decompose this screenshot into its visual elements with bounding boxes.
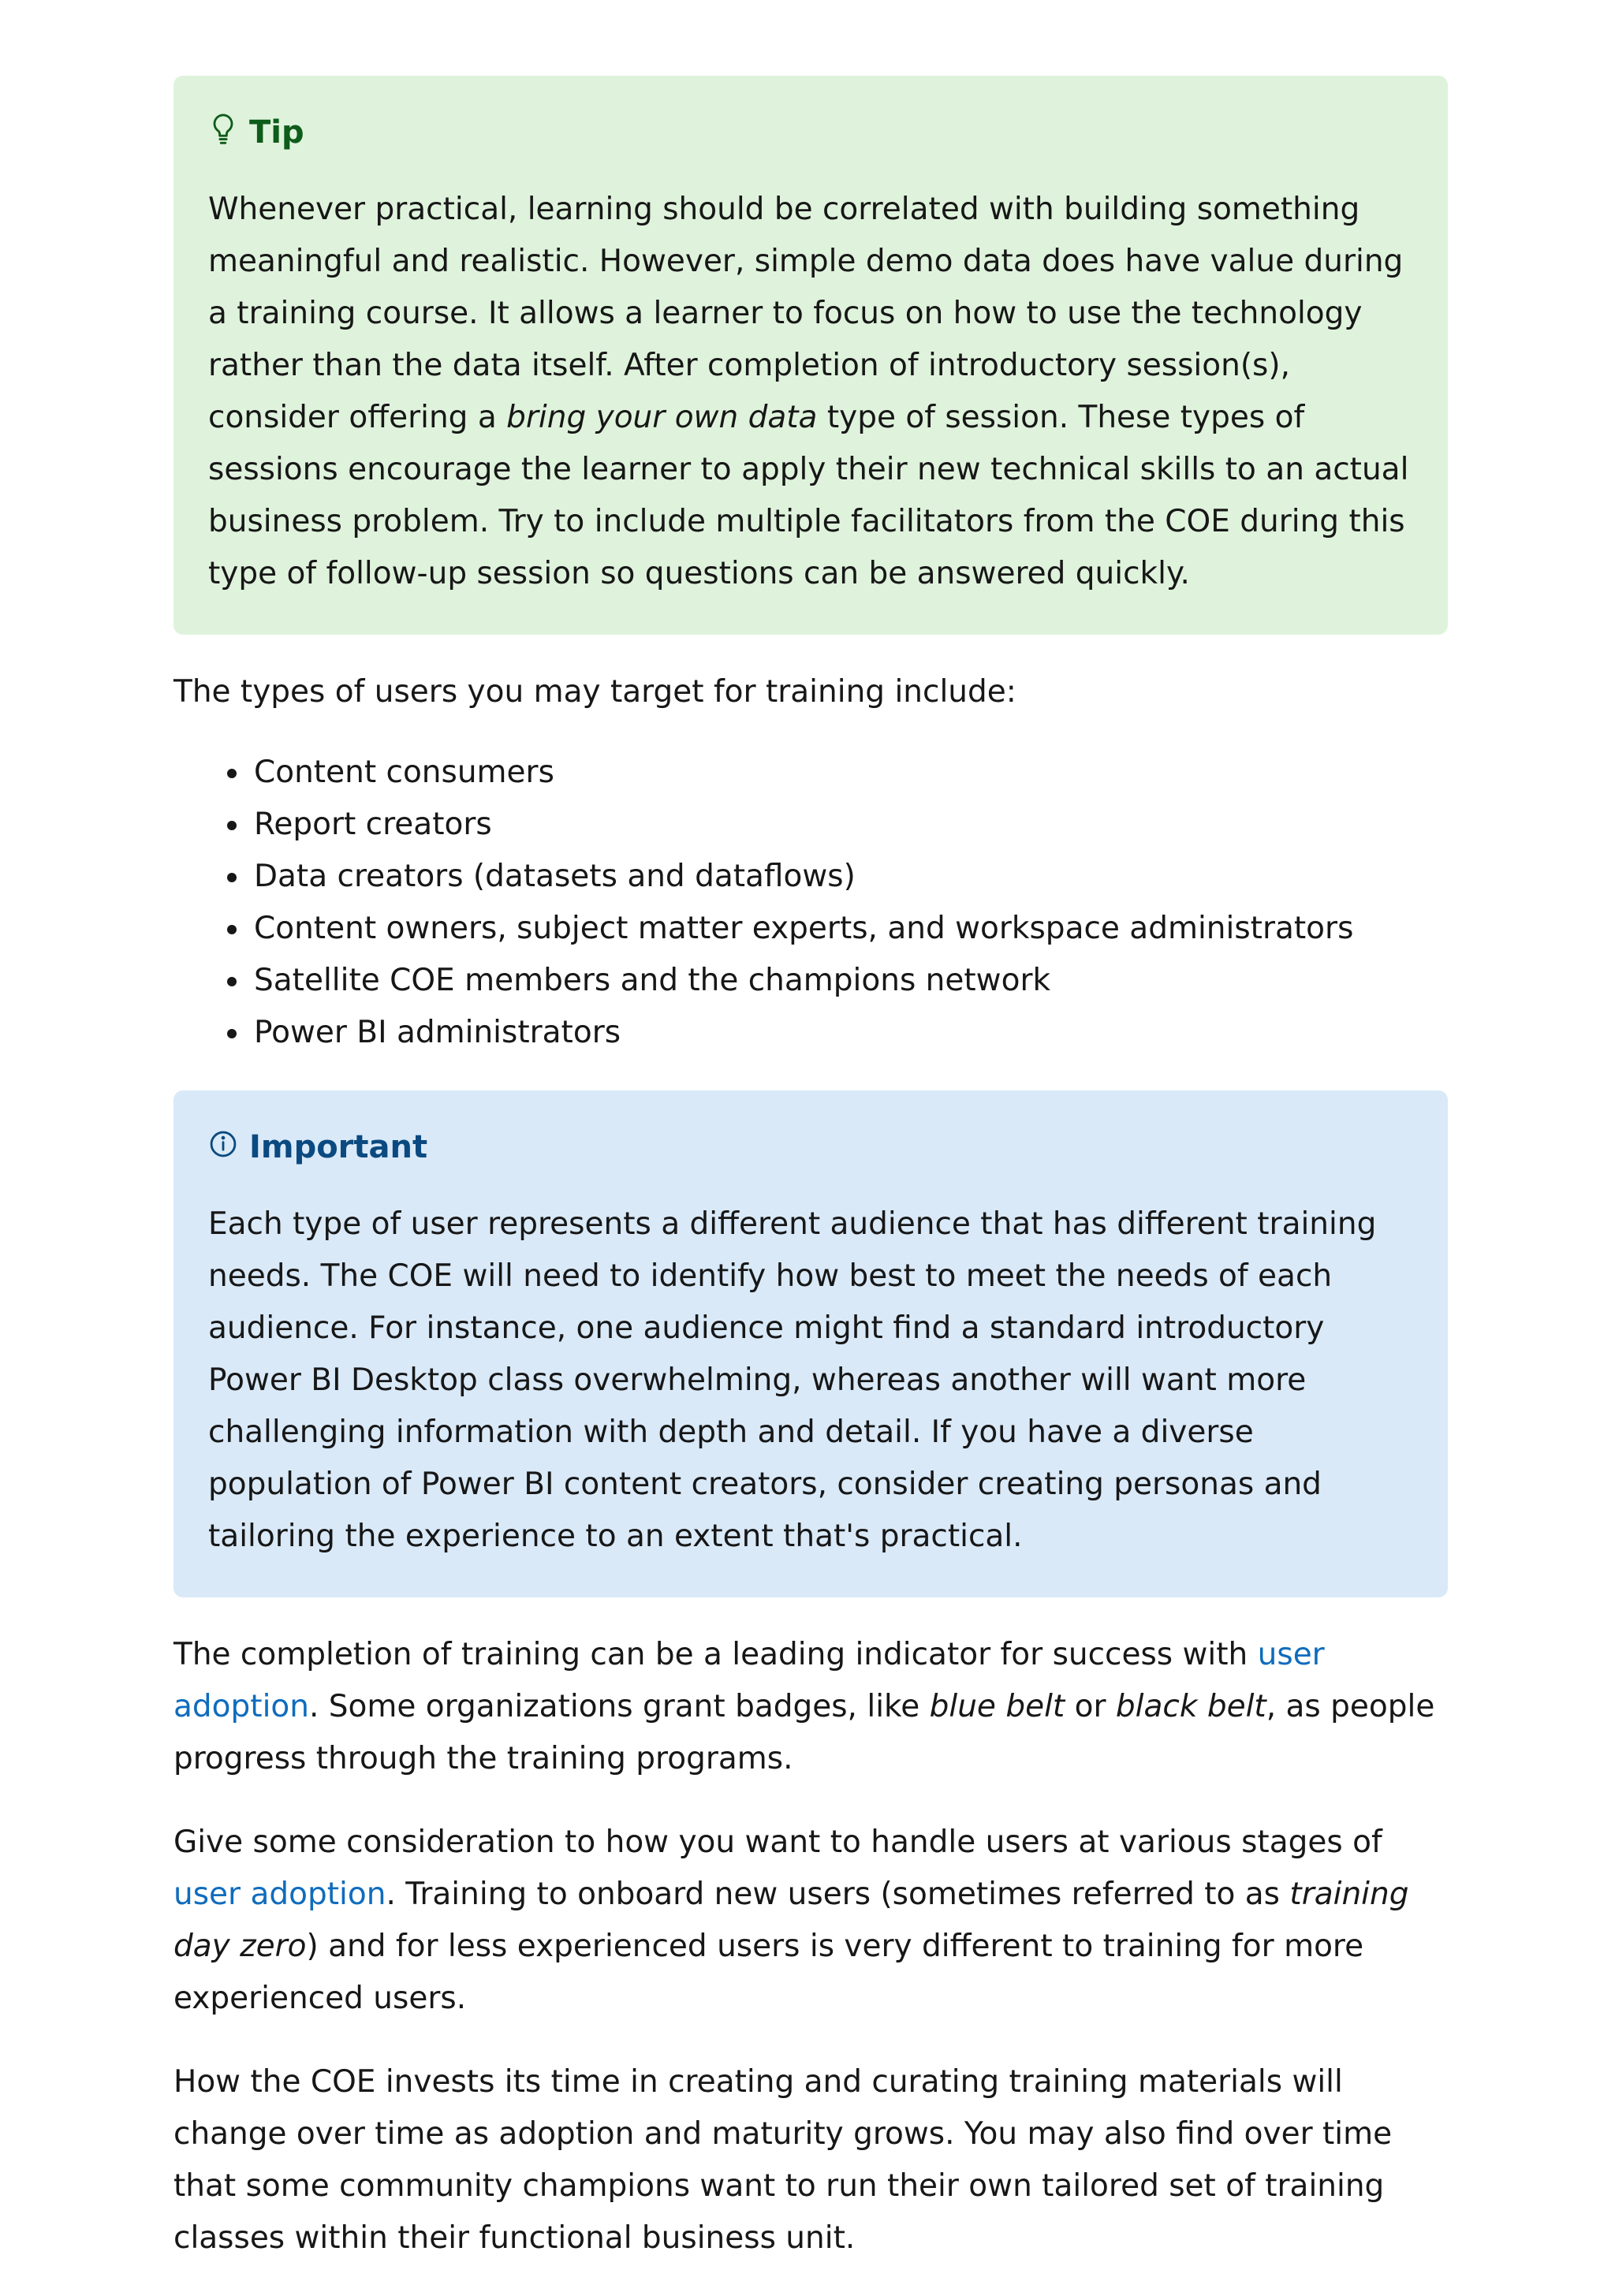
list-item: • Report creators	[251, 799, 1448, 851]
important-header	[208, 1127, 1413, 1167]
paragraph-training-completion	[173, 1629, 1448, 1785]
user-adoption-link[interactable]: user adoption	[173, 1877, 386, 1912]
text-emphasis: blue belt	[929, 1689, 1065, 1724]
user-adoption-link[interactable]: user adoption	[173, 1637, 1325, 1724]
tip-text	[208, 184, 1413, 600]
user-types-list	[173, 747, 1448, 1059]
text-run: The completion of training can be a leading indicator for success with	[173, 1637, 1258, 1672]
important-callout	[173, 1090, 1448, 1597]
tip-callout	[173, 76, 1448, 635]
paragraph-coe-investment: How the COE invests its time in creating and curating training materials will change over time as adoption and maturity grows. You may also find over time that some community champions want to run their own tailored set of training classes within their functional business unit.	[173, 2064, 1393, 2256]
tip-text-part: type of session. These types of sessions encourage the learner to apply their new technical skills to an actual business problem. Try to include multiple facilitators from the COE during this type of follow-up session so questions can be answered quickly.	[208, 400, 1409, 591]
list-item: • Data creators (datasets and dataflows)	[251, 851, 1448, 903]
list-item: • Content owners, subject matter experts, and workspace administrators	[251, 903, 1448, 955]
text-run: ) and for less experienced users is very different to training for more experienced users.	[173, 1929, 1364, 2016]
list-item: • Power BI administrators	[251, 1007, 1448, 1059]
tip-header	[208, 112, 1413, 152]
text-run: , as people progress through the training programs.	[173, 1689, 1435, 1776]
list-item: • Satellite COE members and the champions network	[251, 955, 1448, 1007]
important-text: Each type of user represents a different audience that has different training needs. The COE will need to identify how best to meet the needs of each audience. For instance, one audience might find a standard introductory Power BI Desktop class overwhelming, whereas another will want more challenging information with depth and detail. If you have a diverse population of Power BI content creators, consider creating personas and tailoring the experience to an extent that's practical.	[208, 1206, 1377, 1554]
user-types-intro: The types of users you may target for training include:	[173, 674, 1016, 710]
article-content	[173, 76, 1448, 2296]
text-run: . Some organizations grant badges, like	[308, 1689, 930, 1724]
text-run: Give some consideration to how you want to handle users at various stages of	[173, 1824, 1382, 1860]
important-title: Important	[249, 1128, 428, 1165]
paragraph-user-stages	[173, 1817, 1448, 2025]
text-run: . Training to onboard new users (sometimes referred to as	[386, 1877, 1290, 1912]
tip-text-emphasis: bring your own data	[506, 400, 818, 435]
tip-title: Tip	[249, 114, 304, 151]
info-icon	[208, 1127, 249, 1167]
text-run: or	[1065, 1689, 1116, 1724]
tip-text-part: Whenever practical, learning should be correlated with building something meaningful and realistic. However, simple demo data does have value during a training course. It allows a learner to focus on how to use the technology rather than the data itself. After completion of introductory session(s), consider offering a	[208, 192, 1404, 435]
text-emphasis: black belt	[1115, 1689, 1266, 1724]
text-emphasis: training day zero	[173, 1877, 1409, 1964]
lightbulb-icon	[208, 112, 249, 152]
list-item: • Content consumers	[251, 747, 1448, 799]
